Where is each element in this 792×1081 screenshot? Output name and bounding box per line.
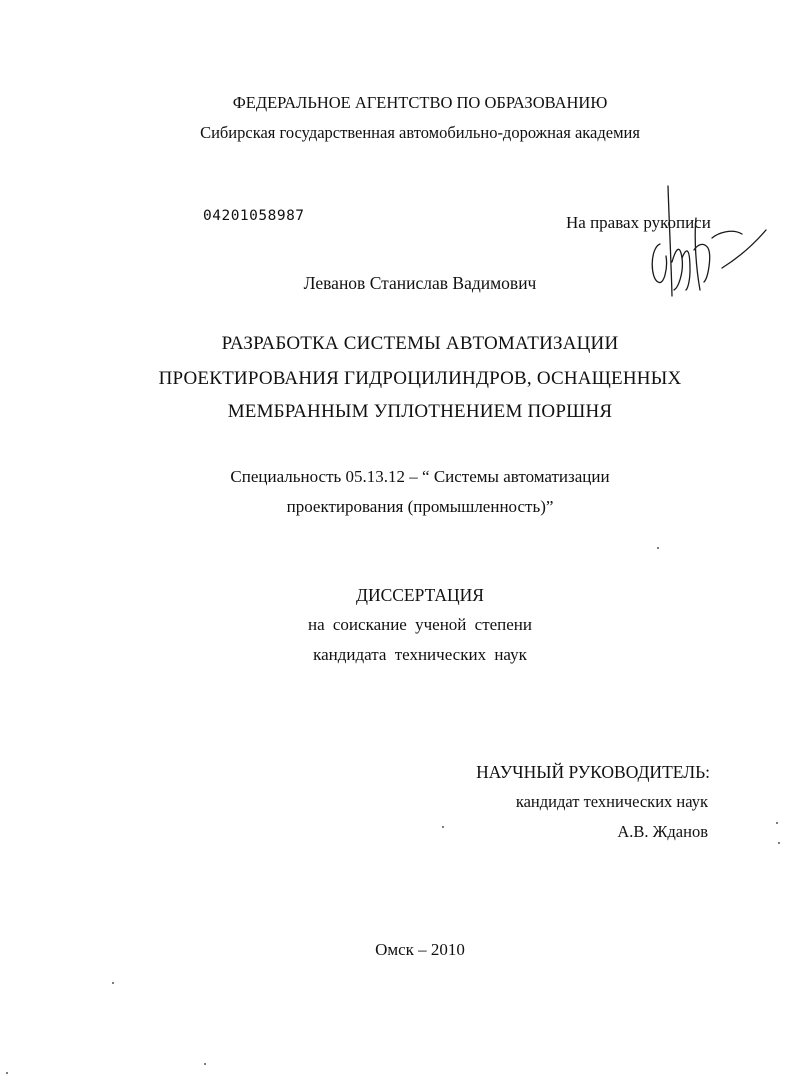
city-year: Омск – 2010 <box>375 940 465 959</box>
title-line: РАЗРАБОТКА СИСТЕМЫ АВТОМАТИЗАЦИИ <box>221 333 619 354</box>
specialty-line: Специальность 05.13.12 – “ Системы автоматизации <box>230 467 610 486</box>
scan-speck <box>778 842 780 844</box>
scan-speck <box>112 982 114 984</box>
scan-speck <box>657 547 659 549</box>
rights-note: На правах рукописи <box>566 213 711 232</box>
supervisor-block <box>410 762 710 842</box>
institution-name: Сибирская государственная автомобильно-дорожная академия <box>200 123 640 142</box>
author-name: Леванов Станислав Вадимович <box>303 273 537 293</box>
specialty-line: проектирования (промышленность)” <box>286 497 554 516</box>
degree-line: кандидата технических наук <box>313 645 527 664</box>
title-line: МЕМБРАННЫМ УПЛОТНЕНИЕМ ПОРШНЯ <box>227 401 613 422</box>
degree-line: на соискание ученой степени <box>307 615 533 634</box>
scan-speck <box>6 1072 8 1074</box>
agency-heading: ФЕДЕРАЛЬНОЕ АГЕНТСТВО ПО ОБРАЗОВАНИЮ <box>232 93 608 112</box>
supervisor-name: А.В. Жданов <box>617 822 708 841</box>
document-type: ДИССЕРТАЦИЯ <box>356 585 484 605</box>
archive-number: 04201058987 <box>203 208 305 224</box>
supervisor-label: НАУЧНЫЙ РУКОВОДИТЕЛЬ: <box>476 762 710 782</box>
title-line: ПРОЕКТИРОВАНИЯ ГИДРОЦИЛИНДРОВ, ОСНАЩЕННЫХ <box>158 368 682 389</box>
supervisor-degree: кандидат технических наук <box>515 792 708 811</box>
scan-speck <box>442 826 444 828</box>
scan-speck <box>204 1063 206 1065</box>
scan-speck <box>776 822 778 824</box>
